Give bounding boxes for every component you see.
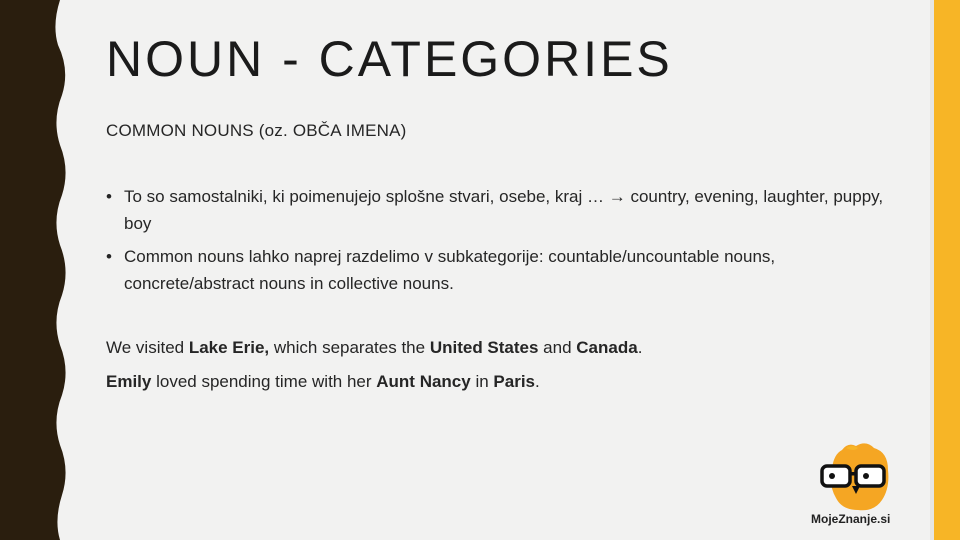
example-text: and [538, 338, 577, 357]
example-text: . [535, 372, 540, 391]
example-text: in [470, 372, 494, 391]
left-decorative-band [0, 0, 80, 540]
proper-noun: Emily [106, 372, 152, 391]
bullet-text: To so samostalniki, ki poimenujejo splošne stvari, osebe, kraj … [124, 187, 609, 206]
arrow-icon: → [608, 187, 626, 206]
example-text: . [637, 338, 643, 357]
example-sentence [106, 338, 642, 358]
bullet-text-continued: country, evening, laughter, puppy, boy [124, 187, 884, 233]
logo-text: MojeZnanje.si [811, 512, 891, 526]
bullet-marker: • [106, 187, 112, 206]
bullet-marker: • [106, 247, 112, 266]
example-text: which separates the [269, 338, 430, 357]
slide-title: NOUN - CATEGORIES [106, 31, 673, 87]
bullet-list [106, 183, 906, 303]
bullet-item [106, 183, 906, 237]
slide-subtitle: COMMON NOUNS (oz. OBČA IMENA) [106, 121, 407, 140]
bullet-text: Common nouns lahko naprej razdelimo v subkategorije: countable/uncountable nouns, concrete/abstract nouns in collective nouns. [124, 247, 776, 293]
example-text: loved spending time with her [151, 372, 377, 391]
proper-noun: Paris [493, 372, 536, 391]
proper-noun: United States [429, 338, 539, 357]
example-sentence [106, 372, 540, 392]
bullet-item [106, 243, 906, 297]
proper-noun: Aunt Nancy [376, 372, 471, 391]
proper-noun: Canada [576, 338, 638, 357]
proper-noun: Lake Erie, [188, 338, 270, 357]
right-accent-band [934, 0, 960, 540]
example-text: We visited [106, 338, 189, 357]
